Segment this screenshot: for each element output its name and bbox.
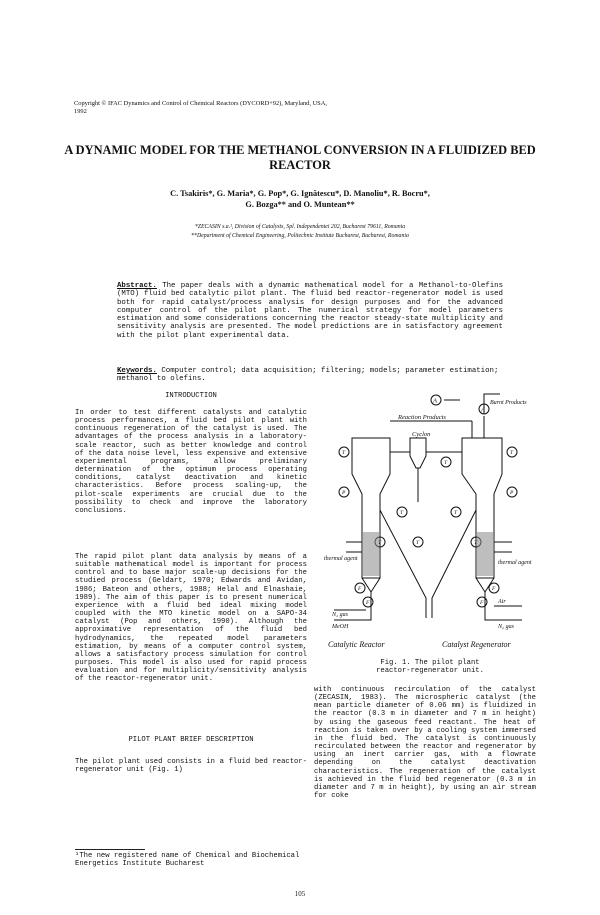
instrument-t-2: T: [400, 510, 404, 516]
caption-line-2: reactor-regenerator unit.: [376, 667, 484, 676]
instrument-t-7: T: [474, 540, 478, 546]
footnote: ¹The new registered name of Chemical and Biochemical Energetics Institute Bucharest: [75, 852, 300, 869]
keywords-label: Keywords.: [117, 367, 157, 375]
affiliation-2: **Department of Chemical Engineering, Politechnic Institute Bucharest, Bucharest, Romania: [191, 232, 409, 239]
instrument-t-5: T: [510, 450, 514, 456]
figure-1-caption: [330, 659, 530, 676]
abstract: [117, 282, 503, 340]
introduction-paragraph-1: [75, 409, 307, 515]
affiliation-1: *ZECASIN s.a.¹, Division of Catalysts, Spl. Independentei 202, Bucharest 79611, Romania: [194, 224, 406, 230]
label-reaction-products: Reaction Products: [398, 414, 446, 421]
caption-line-1: Fig. 1. The pilot plant: [380, 659, 480, 667]
keywords: [117, 367, 503, 384]
label-burnt-products: Burnt Products: [490, 400, 527, 406]
footnote-rule: [75, 849, 145, 850]
instrument-t-1: T: [342, 450, 346, 456]
instrument-p-2: P: [510, 490, 514, 496]
instrument-t-4: T: [444, 460, 448, 466]
paper-title: A DYNAMIC MODEL FOR THE METHANOL CONVERSION IN A FLUIDIZED BED REACTOR: [64, 143, 536, 172]
right-column-paragraph: [314, 686, 536, 800]
instrument-p-1: P: [342, 490, 346, 496]
label-catalyst-regenerator: Catalyst Regenerator: [442, 640, 511, 649]
transfer-line-1: [380, 510, 426, 618]
instrument-t-8: T: [416, 540, 420, 546]
label-a-right: A: [481, 406, 485, 414]
intro-p2-text: The rapid pilot plant data analysis by means of a suitable mathematical model is important for process control and to base major scale-up decisions for the studied process (Geldart, 1970; Edwards and Avidan, 1986; Bateon and others, 1988; Helal and Elnashaie, 1989). The aim of this paper is to present numerical experience with a fluid bed ideal mixing model coupled with the MTO kinetic model on a SAPO-34 catalyst (Pop and others, 1990). Although the approximative representation of the fluid bed hydrodynamics, the repeated model parameters estimation, by means of a computer control system, allows a satisfactory process simulation for control purposes. This model is also used for rapid process evaluation and for multiplicity/sensitivity analysis of the reactor-regenerator unit.: [75, 553, 307, 684]
label-n2-left: N₂ gas: [332, 612, 348, 618]
introduction-heading: INTRODUCTION: [165, 392, 217, 400]
products-pipe: [472, 416, 484, 438]
instrument-f-1: F: [358, 586, 362, 592]
introduction-paragraph-2: [75, 553, 307, 684]
label-meoh: MeOH: [332, 624, 349, 630]
label-catalytic-reactor: Catalytic Reactor: [328, 640, 385, 649]
instrument-t-3: T: [378, 540, 382, 546]
pilot-plant-paragraph: [75, 758, 307, 774]
pilot-plant-heading: PILOT PLANT BRIEF DESCRIPTION: [128, 736, 254, 744]
transfer-line-2: [432, 510, 476, 618]
instrument-f-2: F: [366, 600, 370, 606]
regenerator-fluid-bed: [477, 532, 493, 576]
page-number: 105: [294, 890, 306, 898]
instrument-f-3: F: [492, 586, 496, 592]
abstract-label: Abstract.: [117, 282, 157, 290]
intro-p1-text: In order to test different catalysts and catalytic process performances, a fluid bed pilot plant with continuous regeneration of the catalyst is used. The advantages of the process analysis in a laboratory-scale reactor, such as better knowledge and control of the data noise level, less expensive and extensive experimental programs, allow preliminary determination of the optimum process operating conditions, catalyst deactivation and kinetic characteristics. Before process scaling-up, the pilot-scale experiments are crucial due to the possibility to check and improve the laboratory conclusions.: [75, 409, 307, 515]
thermal-coil-right: [494, 542, 512, 552]
reactor-fluid-bed: [363, 532, 379, 576]
author-line-1: C. Tsakiris*, G. Maria*, G. Pop*, G. Ignătescu*, D. Manoliu*, R. Bocru*,: [170, 189, 430, 198]
author-list: [60, 188, 540, 210]
instrument-f-4: F: [480, 600, 484, 606]
affiliations: [60, 223, 540, 240]
abstract-text: The paper deals with a dynamic mathematical model for a Methanol-to-Olefins (MTO) fluid bed catalytic pilot plant. The fluid bed reactor-regenerator model is used both for rapid catalyst/process analysis for design purposes and for the advanced computer control of the pilot plant. The numerical strategy for model parameters estimation and some considerations concerning the reactor steady-state multiplicity and sensitivity analysis are presented. The model predictions are in satisfactory agreement with the pilot plant experimental data.: [117, 282, 504, 340]
thermal-coil-left: [346, 542, 362, 552]
cyclon-vessel: [410, 438, 426, 468]
label-air: Air: [498, 599, 506, 605]
keywords-text: Computer control; data acquisition; filtering; models; parameter estimation; methanol to olefins.: [117, 367, 499, 384]
label-a-left: A: [433, 397, 437, 405]
label-thermal-agent-right: thermal agent: [498, 560, 532, 566]
copyright-notice: Copyright © IFAC Dynamics and Control of Chemical Reactors (DYCORD+92), Maryland, USA, 1992: [74, 100, 327, 115]
pilot-p1-text: The pilot plant used consists in a fluid bed reactor-regenerator unit (Fig. 1): [75, 758, 307, 775]
instrument-t-6: T: [454, 510, 458, 516]
figure-1-diagram: [322, 392, 534, 654]
label-thermal-agent-left: thermal agent: [324, 556, 358, 562]
right-p1-text: with continuous recirculation of the catalyst (ZECASIN, 1983). The microspheric catalyst (the mean particle diameter of 0.06 mm) is fluidized in the reactor (0.3 m in diameter and 7 m in height) by using the gaseous feed reactant. The heat of reaction is taken over by a cooling system immersed in the fluid bed. The catalyst is continuously recirculated between the reactor and regenerator by using an inert carrier gas, with a flowrate depending on the catalyst deactivation characteristics. The regeneration of the catalyst is achieved in the fluid bed regenerator (0.3 m in diameter and 7 m in height), by using an air stream for coke: [314, 686, 536, 801]
label-n2-right: N₂ gas: [498, 624, 514, 630]
label-cyclon: Cyclon: [412, 431, 431, 438]
author-line-2: G. Bozga** and O. Muntean**: [245, 200, 355, 209]
